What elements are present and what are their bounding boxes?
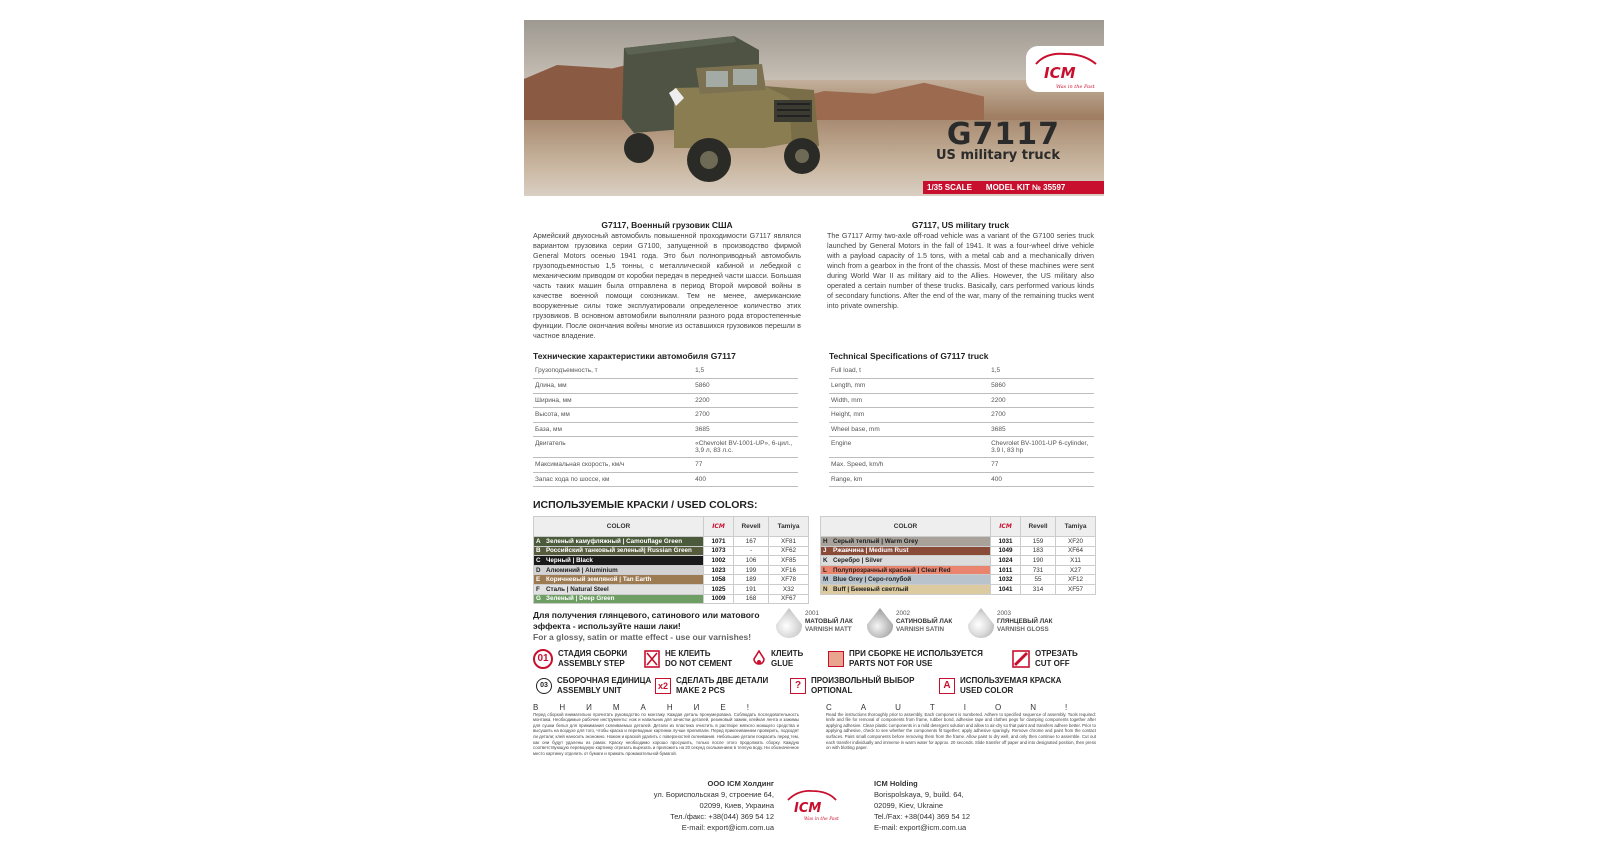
intro-en-text: The G7117 Army two-axle off-road vehicle was a variant of the G7100 series truck launched by General Motors in the fall of 1941. It was a four-wheel drive vehicle with a payload capacity of 1.5 tons, with a metal cab and a mechanically driven winch from a gearbox in the front of the chassis. Most of these machines were sent during World War II as military aid to the Allies. However, the US military also operated a certain number of these trucks. Basically, cars performed various kinds of secondary functions. After the end of the war, many of the remaining trucks went into private ownership. (827, 231, 1094, 310)
color-letter: A (536, 537, 541, 545)
spec-row (829, 364, 1094, 379)
revell-code: - (734, 546, 769, 556)
intro-ru-text: Армейский двухосный автомобиль повышенной проходимости G7117 являлся вариантом грузовика серии G7100, запущенной в производство фирмой General Motors осенью 1941 года. Это был полноприводный автомобиль грузоподъемностью 1,5 тонны, с металлической кабиной и лебедкой с механическим приводом от коробки передач в передней части шасси. Большая часть таких машин была отправлена в период Второй мировой войны в качестве военной помощи союзникам. Тем не менее, американские вооруженные силы тоже эксплуатировали определенное количество этих грузовиков. В основном автомобили выполняли разного рода второстепенные функции. После окончания войны многие из оставшихся грузовиков перешли в частное владение. (533, 231, 801, 340)
legend-ru: НЕ КЛЕИТЬ (665, 649, 711, 658)
col-tamiya: Tamiya (1056, 517, 1096, 537)
color-swatch (821, 565, 991, 575)
spec-row (533, 458, 798, 473)
spec-value: 2200 (989, 393, 1094, 408)
col-tamiya: Tamiya (769, 517, 809, 537)
icm-code: 1058 (704, 575, 734, 585)
spec-row (829, 408, 1094, 423)
revell-code: 189 (734, 575, 769, 585)
legend-ru: ОТРЕЗАТЬ (1035, 649, 1078, 658)
spec-value: 400 (693, 472, 798, 487)
varnish-en: VARNISH SATIN (896, 626, 945, 633)
color-row (821, 537, 1096, 547)
spec-value: 5860 (693, 379, 798, 394)
color-letter: L (823, 566, 827, 574)
legend-en: MAKE 2 PCS (676, 686, 725, 695)
color-swatch (534, 537, 704, 547)
color-swatch (534, 556, 704, 566)
color-letter: J (823, 547, 827, 555)
color-swatch (534, 575, 704, 585)
spec-row (829, 422, 1094, 437)
revell-code: 190 (1021, 556, 1056, 566)
tamiya-code: X32 (769, 584, 809, 594)
spec-row (533, 408, 798, 423)
glue-icon (752, 650, 766, 668)
tamiya-code: XF85 (769, 556, 809, 566)
color-row (534, 546, 809, 556)
color-row (534, 537, 809, 547)
color-name: Зеленый | Deep Green (546, 595, 615, 603)
revell-code: 314 (1021, 584, 1056, 594)
spec-label: Грузоподъемность, т (533, 364, 693, 379)
color-name: Ржавчина | Medium Rust (833, 547, 909, 555)
spec-value: 3685 (989, 422, 1094, 437)
varnish-drop-icon (867, 608, 893, 638)
color-row (534, 556, 809, 566)
tamiya-code: X11 (1056, 556, 1096, 566)
model-subtitle: US military truck (936, 148, 1060, 163)
spec-label: Ширина, мм (533, 393, 693, 408)
spec-row (829, 472, 1094, 487)
icm-tagline: Was in the Past (1056, 84, 1095, 90)
icm-code: 1032 (991, 575, 1021, 585)
color-row (821, 556, 1096, 566)
spec-label: Двигатель (533, 437, 693, 458)
legend-ru: СДЕЛАТЬ ДВЕ ДЕТАЛИ (676, 676, 769, 685)
spec-row (829, 379, 1094, 394)
color-swatch (821, 546, 991, 556)
intro-ru (533, 220, 801, 341)
spec-table-ru (533, 351, 798, 487)
spec-row (829, 437, 1094, 458)
make-two-icon: x2 (655, 678, 671, 694)
spec-label: Engine (829, 437, 989, 458)
tamiya-code: XF20 (1056, 537, 1096, 547)
warning-ru-heading: ВНИМАНИЕ! (533, 703, 770, 712)
company-name: ООО ICM Холдинг (707, 779, 774, 788)
assembly-step-icon: 01 (533, 649, 553, 669)
varnish-gloss (968, 608, 1053, 638)
tamiya-code: XF64 (1056, 546, 1096, 556)
truck-illustration (614, 28, 824, 188)
instruction-sheet (524, 20, 1104, 840)
spec-value: «Chevrolet BV-1001-UP», 6-цил., 3,9 л, 83 л.с. (693, 437, 798, 458)
color-row (534, 584, 809, 594)
spec-value: 77 (989, 458, 1094, 473)
revell-code: 731 (1021, 565, 1056, 575)
intro-en (827, 220, 1094, 311)
icm-code: 1025 (704, 584, 734, 594)
legend-en: GLUE (771, 659, 794, 668)
legend-not-used (828, 649, 983, 669)
color-row (534, 575, 809, 585)
color-letter: B (536, 547, 541, 555)
varnish-num: 2003 (997, 610, 1012, 617)
col-color: COLOR (534, 517, 704, 537)
spec-row (533, 437, 798, 458)
spec-row (533, 364, 798, 379)
spec-table-en (829, 351, 1094, 487)
spec-label: Length, mm (829, 379, 989, 394)
legend-ru: ИСПОЛЬЗУЕМАЯ КРАСКА (960, 676, 1062, 685)
color-letter: C (536, 556, 541, 564)
varnish-num: 2001 (805, 610, 820, 617)
spec-label: Запас хода по шоссе, км (533, 472, 693, 487)
spec-value: 2700 (989, 408, 1094, 423)
color-row (534, 594, 809, 604)
icm-logo-bottom (782, 788, 842, 822)
col-icm-logo: ICM (991, 517, 1021, 537)
warning-en (826, 705, 1096, 751)
legend-assembly-step (533, 649, 627, 669)
warning-en-heading: CAUTION! (826, 703, 1097, 712)
col-color: COLOR (821, 517, 991, 537)
revell-code: 55 (1021, 575, 1056, 585)
color-name: Серый теплый | Warm Grey (833, 537, 919, 545)
color-table-2 (820, 516, 1096, 595)
email-line: E-mail: export@icm.com.ua (874, 823, 967, 832)
legend-ru: ПРОИЗВОЛЬНЫЙ ВЫБОР (811, 676, 915, 685)
color-name: Blue Grey | Серо-голубой (833, 576, 912, 584)
spec-label: Height, mm (829, 408, 989, 423)
legend-en: PARTS NOT FOR USE (849, 659, 933, 668)
model-title: G7117 (946, 117, 1060, 152)
color-letter: K (823, 556, 828, 564)
spec-label: База, мм (533, 422, 693, 437)
spec-label: Range, km (829, 472, 989, 487)
company-name: ICM Holding (874, 779, 918, 788)
color-swatch (534, 565, 704, 575)
warning-en-text: Read the instructions thoroughly prior to assembly. Each component is numbered. Adhere to specified sequence of assembly. Tools required: knife and file for removal of components from frame, rubber bond, adhesive tape and clothes pegs for clamping components together after applying adhesive. Clean plastic components in a mild detergent solution and allow to air-dry so that paint and transfers adhere better. Prior to applying adhesive, check to see whether the components fit together; apply adhesive sparingly. Remove chrome and paint from the contact surfaces. Paint small components before removing them from the frame. Allow paint to dry well, and only then continue to assemble. Cut out each transfer individually and immerse in warm water for approx. 20 seconds. Slide transfer off paper and into designated position, then press on with blotting paper. (826, 711, 1096, 751)
color-row (821, 546, 1096, 556)
revell-code: 159 (1021, 537, 1056, 547)
no-cement-icon (644, 650, 660, 668)
varnish-en: VARNISH MATT (805, 626, 852, 633)
icm-tagline: Was in the Past (804, 817, 839, 822)
varnish-en: VARNISH GLOSS (997, 626, 1049, 633)
color-swatch (821, 556, 991, 566)
spec-label: Wheel base, mm (829, 422, 989, 437)
color-letter: E (536, 576, 541, 584)
tamiya-code: XF81 (769, 537, 809, 547)
color-swatch (821, 584, 991, 594)
color-name: Черный | Black (546, 556, 593, 564)
legend-optional (790, 676, 914, 696)
spec-value: 400 (989, 472, 1094, 487)
color-row (821, 584, 1096, 594)
spec-value: 5860 (989, 379, 1094, 394)
col-revell: Revell (1021, 517, 1056, 537)
varnish-satin (867, 608, 952, 638)
spec-value: 1,5 (989, 364, 1094, 379)
address-line: ул. Бориспольская 9, строение 64, (653, 790, 774, 799)
optional-icon: ? (790, 678, 806, 694)
color-name: Серебро | Silver (833, 556, 883, 564)
spec-label: Длина, мм (533, 379, 693, 394)
icm-logo-text: ICM (794, 801, 822, 816)
title-block (936, 117, 1060, 163)
legend-ru: СТАДИЯ СБОРКИ (558, 649, 628, 658)
spec-en-title: Technical Specifications of G7117 truck (829, 351, 989, 361)
tamiya-code: XF67 (769, 594, 809, 604)
warning-ru-text: Перед сборкой внимательно прочитать руководство по монтажу. Каждая деталь пронумерована. Соблюдать последовательность монтажа. Необходимые рабочие инструменты: нож и напильник для зачистки деталей, резиновый зажим, клейкая лента и зажимы для сушки белья для прижимания склеиваемых деталей. Детали из пластика очистить в растворе мягкого моющего средства и высушить на воздухе для того, чтобы краска и переводные картинки лучше прилипали. Перед приклеиванием проверить, подходят ли детали; клей наносить экономно. Ножом и краской удалить с поверхностей склеивания. Небольшие детали покрасить перед тем, как они будут удалены из рамок. Краску необходимо хорошо просушить, только после этого продолжать сборку. Каждую соответствующую переводную картинку отрезать вырезать и приложить на 20 секунд скольжением в теплую воду. Ни обозначенное место картинку отделить от бумаги и прижать промакательной бумагой. (533, 711, 800, 756)
tamiya-code: XF12 (1056, 575, 1096, 585)
phone-line: Tel./Fax: +38(044) 369 54 12 (874, 812, 971, 821)
scale-label: 1/35 SCALE (927, 183, 972, 192)
color-name: Полупрозрачный красный | Clear Red (833, 566, 951, 574)
legend-en: CUT OFF (1035, 659, 1070, 668)
color-swatch (821, 575, 991, 585)
hero-banner (524, 20, 1104, 196)
color-letter: G (536, 595, 541, 603)
kit-number: MODEL KIT № 35597 (985, 183, 1066, 192)
color-letter: M (823, 576, 829, 584)
legend-cut-off (1012, 649, 1078, 669)
col-revell: Revell (734, 517, 769, 537)
color-swatch (821, 537, 991, 547)
spec-value: 77 (693, 458, 798, 473)
email-line: E-mail: export@icm.com.ua (681, 823, 774, 832)
legend-no-cement (644, 649, 732, 669)
tamiya-code: XF16 (769, 565, 809, 575)
varnish-num: 2002 (896, 610, 911, 617)
legend-assembly-unit (536, 676, 651, 696)
varnish-drop-icon (776, 608, 802, 638)
legend-make-two (655, 676, 768, 696)
spec-ru-title: Технические характеристики автомобиля G7117 (533, 351, 736, 361)
revell-code: 168 (734, 594, 769, 604)
spec-row (829, 458, 1094, 473)
legend-used-color (939, 676, 1061, 696)
revell-code: 199 (734, 565, 769, 575)
color-row (821, 565, 1096, 575)
icm-code: 1073 (704, 546, 734, 556)
spec-label: Full load, t (829, 364, 989, 379)
icm-code: 1002 (704, 556, 734, 566)
legend-ru: СБОРОЧНАЯ ЕДИНИЦА (557, 676, 652, 685)
color-name: Коричневый земляной | Tan Earth (546, 576, 652, 584)
not-used-icon (828, 651, 844, 667)
varnish-ru: ГЛЯНЦЕВЫЙ ЛАК (997, 618, 1053, 625)
spec-value: Chevrolet BV-1001-UP 6-cylinder, 3.9 l, 83 hp (989, 437, 1094, 458)
spec-row (533, 379, 798, 394)
color-letter: F (536, 585, 540, 593)
varnish-drop-icon (968, 608, 994, 638)
intro-ru-title: G7117, Военный грузовик США (601, 220, 733, 230)
legend-en: ASSEMBLY STEP (558, 659, 625, 668)
icm-code: 1024 (991, 556, 1021, 566)
address-line: 02099, Kiev, Ukraine (874, 801, 944, 810)
color-letter: D (536, 566, 541, 574)
address-ru (604, 778, 774, 833)
color-row (821, 575, 1096, 585)
phone-line: Тел./факс: +38(044) 369 54 12 (670, 812, 774, 821)
spec-value: 1,5 (693, 364, 798, 379)
legend-en: DO NOT CEMENT (665, 659, 733, 668)
intro-en-title: G7117, US military truck (911, 220, 1010, 230)
spec-row (533, 472, 798, 487)
address-en (874, 778, 1044, 833)
color-letter: N (823, 585, 828, 593)
legend-en: ASSEMBLY UNIT (557, 686, 622, 695)
color-swatch (534, 584, 704, 594)
legend-glue (752, 649, 803, 669)
color-swatch (534, 594, 704, 604)
legend-en: OPTIONAL (811, 686, 853, 695)
varnish-promo (533, 610, 763, 643)
revell-code: 167 (734, 537, 769, 547)
icm-code: 1049 (991, 546, 1021, 556)
varnish-matt (776, 608, 853, 638)
address-line: 02099, Киев, Украина (699, 801, 774, 810)
assembly-unit-icon: 03 (536, 678, 552, 694)
spec-row (829, 393, 1094, 408)
varnish-ru: МАТОВЫЙ ЛАК (805, 618, 853, 625)
revell-code: 106 (734, 556, 769, 566)
legend-ru: КЛЕИТЬ (771, 649, 804, 658)
spec-value: 2200 (693, 393, 798, 408)
tamiya-code: XF78 (769, 575, 809, 585)
color-name: Сталь | Natural Steel (546, 585, 609, 593)
spec-value: 2700 (693, 408, 798, 423)
col-icm-logo: ICM (704, 517, 734, 537)
revell-code: 191 (734, 584, 769, 594)
varnish-promo-ru: Для получения глянцевого, сатинового или матового эффекта - используйте наши лаки! (533, 610, 760, 631)
color-swatch (534, 546, 704, 556)
spec-label: Высота, мм (533, 408, 693, 423)
icm-code: 1071 (704, 537, 734, 547)
icm-logo-text: ICM (1044, 64, 1076, 82)
spec-label: Width, mm (829, 393, 989, 408)
color-name: Алюминий | Aluminium (546, 566, 618, 574)
used-color-icon: A (939, 678, 955, 694)
varnish-ru: САТИНОВЫЙ ЛАК (896, 618, 953, 625)
spec-label: Max. Speed, km/h (829, 458, 989, 473)
icm-code: 1023 (704, 565, 734, 575)
legend-ru: ПРИ СБОРКЕ НЕ ИСПОЛЬЗУЕТСЯ (849, 649, 983, 658)
tamiya-code: X27 (1056, 565, 1096, 575)
color-row (534, 565, 809, 575)
colors-heading: ИСПОЛЬЗУЕМЫЕ КРАСКИ / USED COLORS: (533, 499, 758, 511)
address-line: Borispolskaya, 9, build. 64, (874, 790, 964, 799)
icm-code: 1009 (704, 594, 734, 604)
spec-row (533, 393, 798, 408)
icm-code: 1011 (991, 565, 1021, 575)
color-name: Зеленый камуфляжный | Camouflage Green (546, 537, 683, 545)
color-table-1 (533, 516, 809, 604)
legend-en: USED COLOR (960, 686, 1014, 695)
icm-code: 1031 (991, 537, 1021, 547)
spec-label: Максимальная скорость, км/ч (533, 458, 693, 473)
revell-code: 183 (1021, 546, 1056, 556)
tamiya-code: XF57 (1056, 584, 1096, 594)
spec-value: 3685 (693, 422, 798, 437)
icm-code: 1041 (991, 584, 1021, 594)
spec-row (533, 422, 798, 437)
varnish-promo-en: For a glossy, satin or matte effect - use our varnishes! (533, 632, 752, 642)
warning-ru (533, 705, 799, 756)
tamiya-code: XF62 (769, 546, 809, 556)
cut-off-icon (1012, 650, 1030, 668)
color-letter: H (823, 537, 828, 545)
scale-bar (923, 181, 1104, 194)
icm-logo-badge (1026, 46, 1104, 92)
color-name: Buff | Бежевый светлый (833, 585, 909, 593)
color-name: Российский танковый зеленый| Russian Green (546, 547, 692, 555)
